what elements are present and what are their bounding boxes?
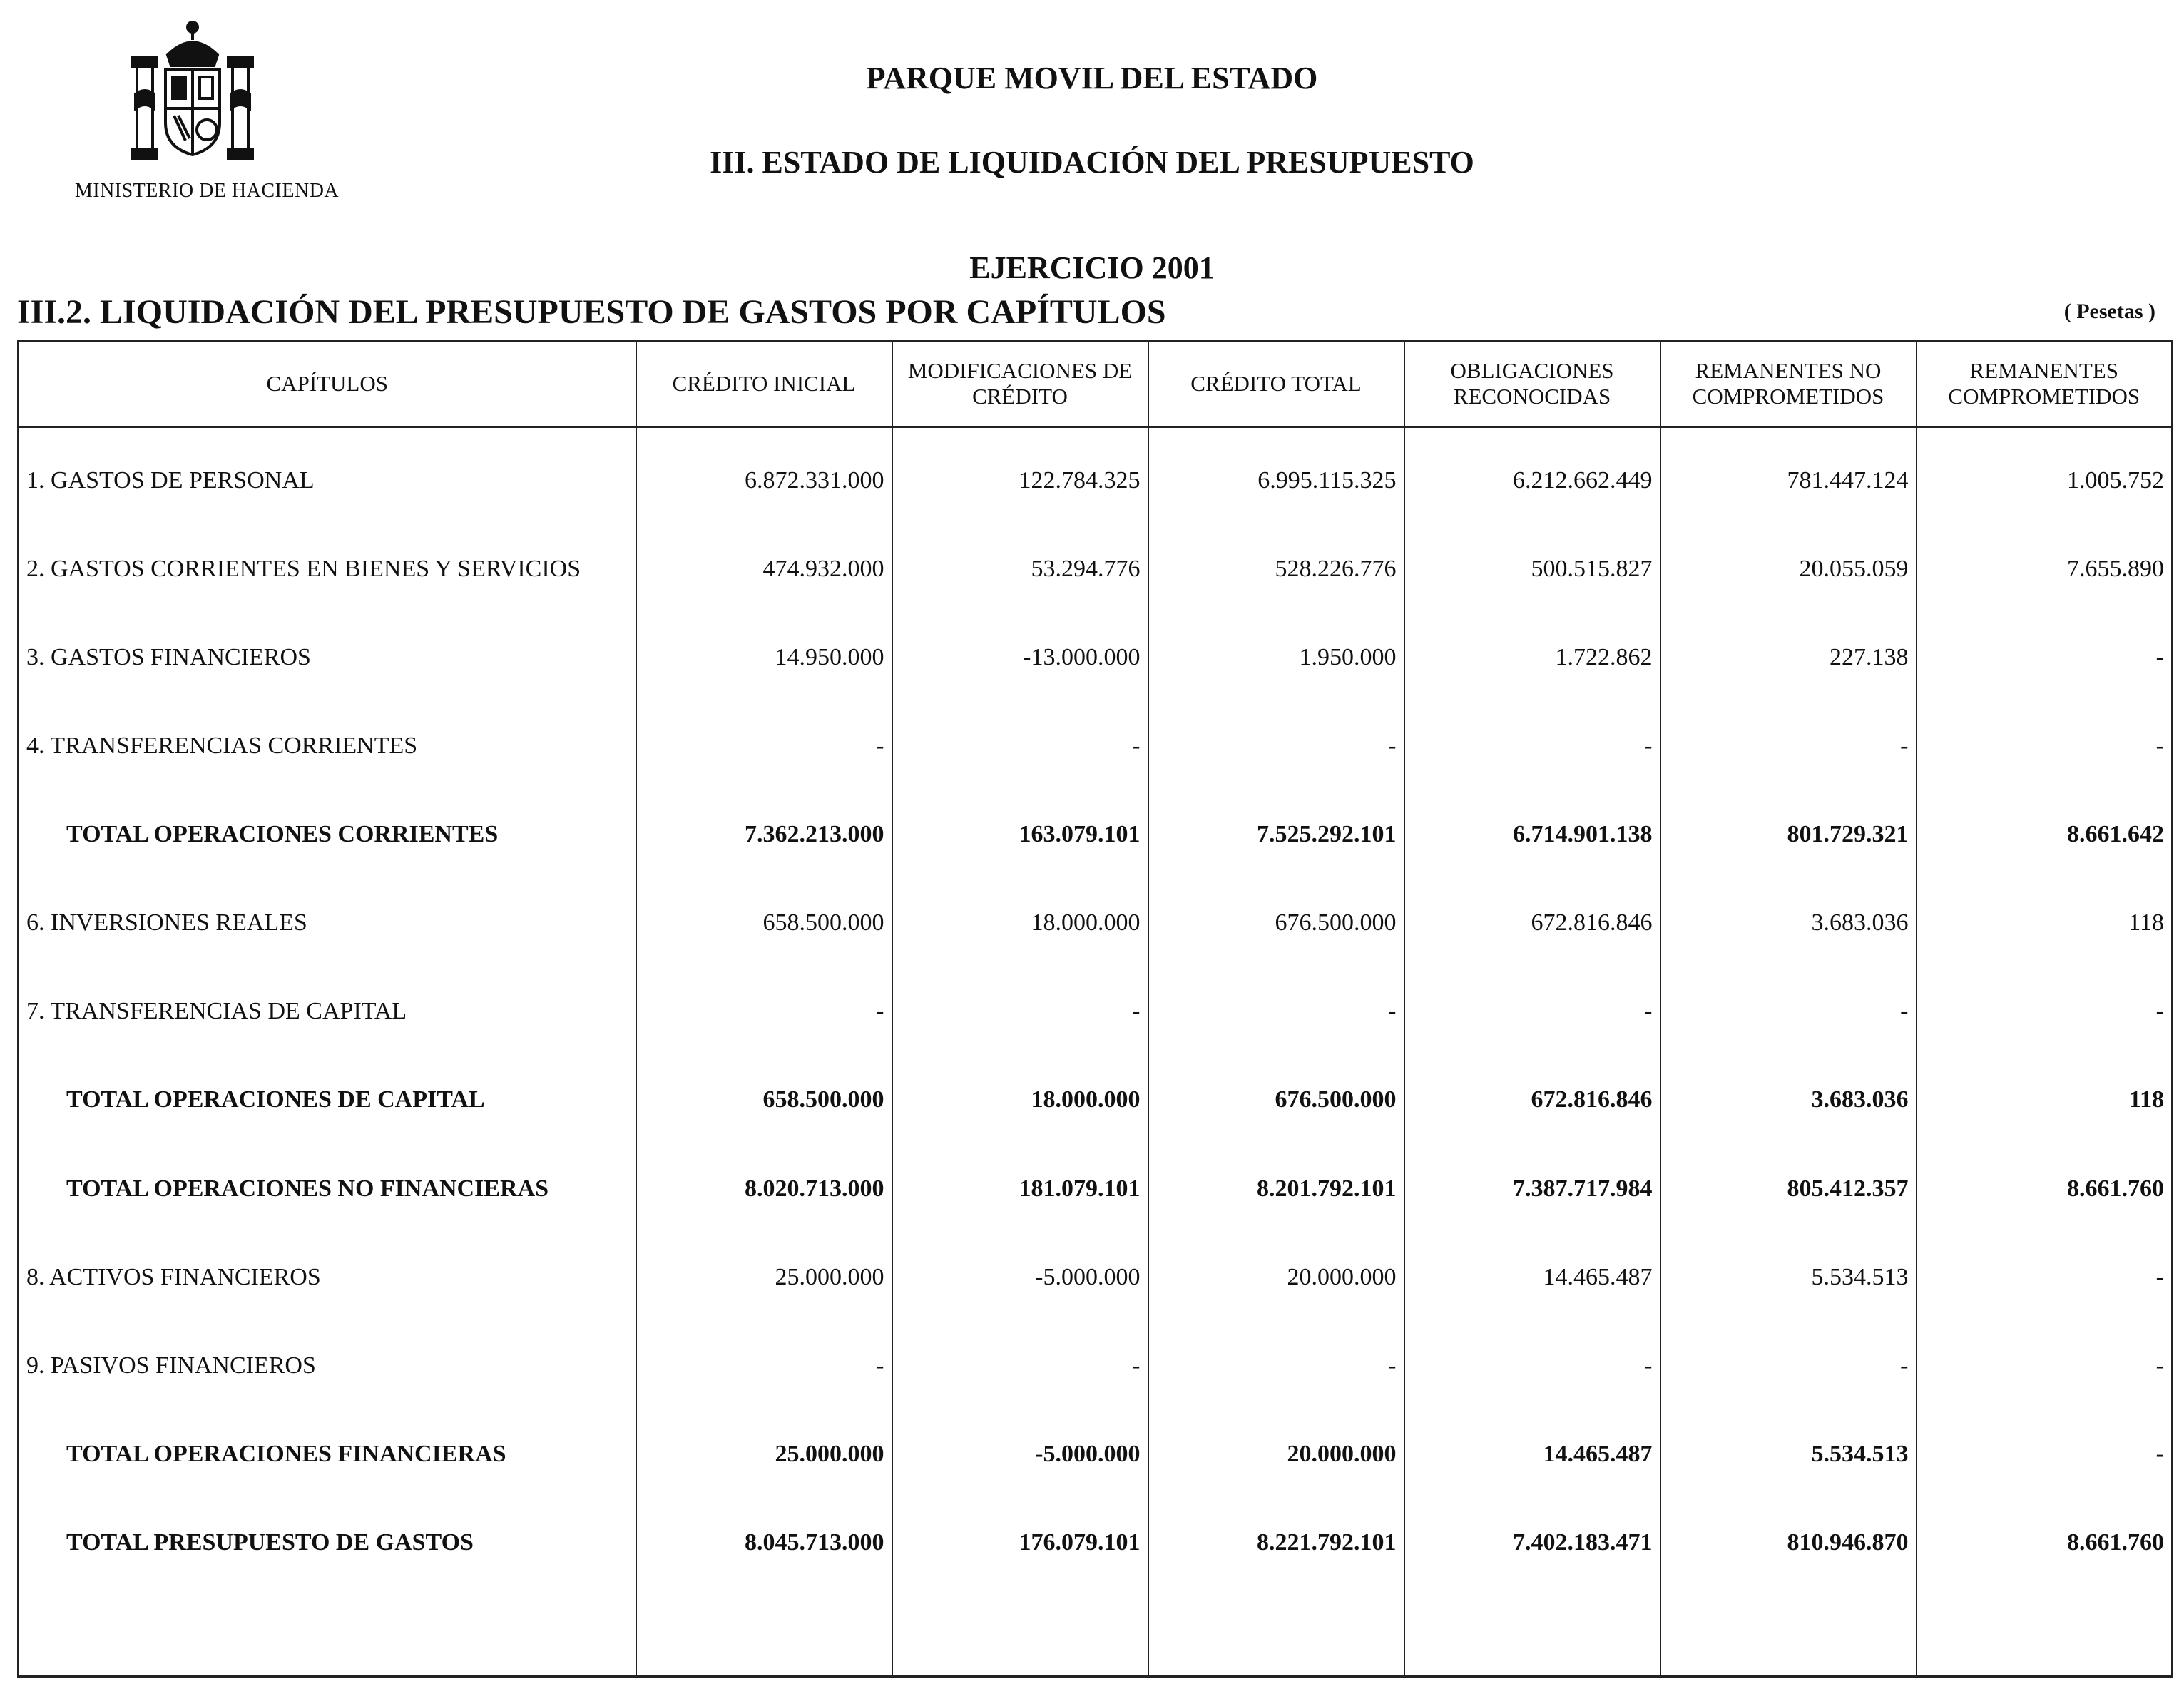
table-cell: 53.294.776 xyxy=(892,525,1148,613)
row-label: TOTAL OPERACIONES CORRIENTES xyxy=(19,790,636,879)
table-cell: 781.447.124 xyxy=(1660,427,1917,526)
table-cell: - xyxy=(1660,1322,1917,1410)
table-row xyxy=(19,427,2173,526)
column-header: OBLIGACIONES RECONOCIDAS xyxy=(1404,341,1660,427)
table-cell: - xyxy=(892,967,1148,1056)
row-label: TOTAL OPERACIONES NO FINANCIERAS xyxy=(19,1145,636,1233)
table-cell: 6.872.331.000 xyxy=(636,427,892,526)
table-row xyxy=(19,525,2173,613)
table-cell: 8.661.642 xyxy=(1917,790,2173,879)
table-header-row xyxy=(19,341,2173,427)
table-cell: 528.226.776 xyxy=(1148,525,1404,613)
table-cell: 25.000.000 xyxy=(636,1410,892,1499)
table-cell: - xyxy=(1404,1322,1660,1410)
table-cell: 7.402.183.471 xyxy=(1404,1499,1660,1587)
table-cell: 474.932.000 xyxy=(636,525,892,613)
total-row xyxy=(19,1499,2173,1587)
table-cell: - xyxy=(636,702,892,790)
row-label: TOTAL PRESUPUESTO DE GASTOS xyxy=(19,1499,636,1587)
table-cell: 7.525.292.101 xyxy=(1148,790,1404,879)
row-label: 2. GASTOS CORRIENTES EN BIENES Y SERVICIOS xyxy=(19,525,636,613)
table-cell: 6.714.901.138 xyxy=(1404,790,1660,879)
total-row xyxy=(19,1410,2173,1499)
table-cell: 676.500.000 xyxy=(1148,1056,1404,1144)
row-label: 8. ACTIVOS FINANCIEROS xyxy=(19,1233,636,1322)
table-cell: - xyxy=(1660,702,1917,790)
empty-cell xyxy=(19,1587,636,1677)
budget-table xyxy=(17,340,2173,1678)
table-cell: 658.500.000 xyxy=(636,879,892,967)
table-cell: - xyxy=(892,702,1148,790)
table-cell: 20.000.000 xyxy=(1148,1233,1404,1322)
table-cell: - xyxy=(1660,967,1917,1056)
table-cell: - xyxy=(636,1322,892,1410)
row-label: TOTAL OPERACIONES FINANCIERAS xyxy=(19,1410,636,1499)
table-cell: 176.079.101 xyxy=(892,1499,1148,1587)
table-cell: - xyxy=(1917,967,2173,1056)
table-cell: -5.000.000 xyxy=(892,1233,1148,1322)
table-row xyxy=(19,613,2173,702)
column-header: REMANENTES COMPROMETIDOS xyxy=(1917,341,2173,427)
table-cell: 20.055.059 xyxy=(1660,525,1917,613)
table-cell: 672.816.846 xyxy=(1404,1056,1660,1144)
table-row xyxy=(19,879,2173,967)
table-row xyxy=(19,1233,2173,1322)
row-label: 6. INVERSIONES REALES xyxy=(19,879,636,967)
table-cell: 810.946.870 xyxy=(1660,1499,1917,1587)
table-cell: 25.000.000 xyxy=(636,1233,892,1322)
row-label: 7. TRANSFERENCIAS DE CAPITAL xyxy=(19,967,636,1056)
table-cell: 658.500.000 xyxy=(636,1056,892,1144)
table-cell: 20.000.000 xyxy=(1148,1410,1404,1499)
table-cell: 7.387.717.984 xyxy=(1404,1145,1660,1233)
table-cell: 5.534.513 xyxy=(1660,1233,1917,1322)
table-cell: -5.000.000 xyxy=(892,1410,1148,1499)
table-cell: 6.995.115.325 xyxy=(1148,427,1404,526)
table-cell: 801.729.321 xyxy=(1660,790,1917,879)
section-title: III. ESTADO DE LIQUIDACIÓN DEL PRESUPUESTO xyxy=(710,145,1474,180)
table-cell: - xyxy=(1917,702,2173,790)
row-label: TOTAL OPERACIONES DE CAPITAL xyxy=(19,1056,636,1144)
total-row xyxy=(19,1056,2173,1144)
row-label: 3. GASTOS FINANCIEROS xyxy=(19,613,636,702)
table-cell: 118 xyxy=(1917,1056,2173,1144)
table-cell: - xyxy=(1404,967,1660,1056)
table-cell: - xyxy=(1917,1322,2173,1410)
table-cell: 8.661.760 xyxy=(1917,1499,2173,1587)
table-cell: - xyxy=(636,967,892,1056)
table-cell: - xyxy=(892,1322,1148,1410)
empty-cell xyxy=(1404,1587,1660,1677)
table-cell: 3.683.036 xyxy=(1660,1056,1917,1144)
table-cell: 8.201.792.101 xyxy=(1148,1145,1404,1233)
table-cell: - xyxy=(1148,702,1404,790)
table-cell: 8.045.713.000 xyxy=(636,1499,892,1587)
column-header: MODIFICACIONES DE CRÉDITO xyxy=(892,341,1148,427)
total-row xyxy=(19,790,2173,879)
organization-title-text: PARQUE MOVIL DEL ESTADO xyxy=(866,61,1318,96)
table-cell: 18.000.000 xyxy=(892,1056,1148,1144)
table-cell: 5.534.513 xyxy=(1660,1410,1917,1499)
row-label: 1. GASTOS DE PERSONAL xyxy=(19,427,636,526)
table-cell: - xyxy=(1404,702,1660,790)
table-cell: 181.079.101 xyxy=(892,1145,1148,1233)
table-cell: - xyxy=(1917,1233,2173,1322)
table-row xyxy=(19,967,2173,1056)
table-cell: 8.661.760 xyxy=(1917,1145,2173,1233)
table-cell: 122.784.325 xyxy=(892,427,1148,526)
total-row xyxy=(19,1145,2173,1233)
column-header: CRÉDITO TOTAL xyxy=(1148,341,1404,427)
table-cell: 805.412.357 xyxy=(1660,1145,1917,1233)
page-title: III.2. LIQUIDACIÓN DEL PRESUPUESTO DE GASTOS POR CAPÍTULOS xyxy=(17,293,1166,331)
table-cell: - xyxy=(1148,967,1404,1056)
table-cell: - xyxy=(1917,613,2173,702)
table-cell: 1.722.862 xyxy=(1404,613,1660,702)
table-cell: 7.362.213.000 xyxy=(636,790,892,879)
table-cell: 14.465.487 xyxy=(1404,1233,1660,1322)
table-cell: 163.079.101 xyxy=(892,790,1148,879)
column-header: REMANENTES NO COMPROMETIDOS xyxy=(1660,341,1917,427)
table-cell: 6.212.662.449 xyxy=(1404,427,1660,526)
table-cell: 7.655.890 xyxy=(1917,525,2173,613)
table-cell: - xyxy=(1148,1322,1404,1410)
empty-cell xyxy=(1660,1587,1917,1677)
table-row xyxy=(19,702,2173,790)
table-cell: 672.816.846 xyxy=(1404,879,1660,967)
table-cell: 3.683.036 xyxy=(1660,879,1917,967)
table-filler-row xyxy=(19,1587,2173,1677)
table-cell: 18.000.000 xyxy=(892,879,1148,967)
column-header: CAPÍTULOS xyxy=(19,341,636,427)
table-cell: 14.950.000 xyxy=(636,613,892,702)
ministry-name: MINISTERIO DE HACIENDA xyxy=(74,180,340,202)
exercise-year: EJERCICIO 2001 xyxy=(969,250,1215,285)
table-cell: 676.500.000 xyxy=(1148,879,1404,967)
table-cell: 14.465.487 xyxy=(1404,1410,1660,1499)
empty-cell xyxy=(1917,1587,2173,1677)
table-cell: 8.221.792.101 xyxy=(1148,1499,1404,1587)
table-cell: 227.138 xyxy=(1660,613,1917,702)
column-header: CRÉDITO INICIAL xyxy=(636,341,892,427)
table-row xyxy=(19,1322,2173,1410)
table-cell: 118 xyxy=(1917,879,2173,967)
empty-cell xyxy=(1148,1587,1404,1677)
table-cell: 1.950.000 xyxy=(1148,613,1404,702)
row-label: 4. TRANSFERENCIAS CORRIENTES xyxy=(19,702,636,790)
row-label: 9. PASIVOS FINANCIEROS xyxy=(19,1322,636,1410)
currency-note: ( Pesetas ) xyxy=(2063,300,2155,323)
empty-cell xyxy=(892,1587,1148,1677)
table-cell: -13.000.000 xyxy=(892,613,1148,702)
table-cell: 1.005.752 xyxy=(1917,427,2173,526)
empty-cell xyxy=(636,1587,892,1677)
table-cell: - xyxy=(1917,1410,2173,1499)
organization-title xyxy=(0,60,2184,96)
table-cell: 500.515.827 xyxy=(1404,525,1660,613)
table-cell: 8.020.713.000 xyxy=(636,1145,892,1233)
